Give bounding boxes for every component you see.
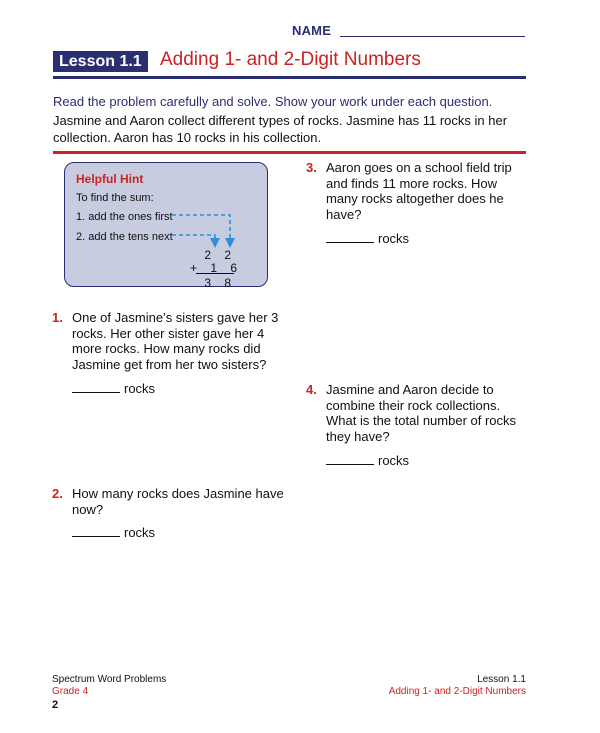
hint-line: To find the sum: <box>76 192 154 204</box>
question-3-answer <box>326 231 409 246</box>
question-2-answer <box>72 525 155 540</box>
footer-book-title: Spectrum Word Problems <box>52 674 167 685</box>
lesson-badge: Lesson 1.1 <box>53 51 148 72</box>
question-1-number: 1. <box>52 310 63 325</box>
question-4-number: 4. <box>306 382 317 397</box>
hint-step-tens: 2. add the tens next <box>76 231 173 243</box>
question-1-answer-blank[interactable] <box>72 392 120 393</box>
question-3-answer-blank[interactable] <box>326 242 374 243</box>
question-4-unit: rocks <box>378 453 410 468</box>
hint-arrows-icon <box>170 208 250 250</box>
hint-addend-2: + 1 6 <box>190 261 243 275</box>
question-1-answer <box>72 381 155 396</box>
question-3-number: 3. <box>306 160 317 175</box>
question-1-text: One of Jasmine’s sisters gave her 3 rocks. Her other sister gave her 4 more rocks. How many rocks did Jasmine get from her two sisters? <box>72 310 279 372</box>
hint-sum-rule <box>196 273 234 274</box>
instructions: Read the problem carefully and solve. Show your work under each question. <box>53 94 493 109</box>
question-4-answer <box>326 453 409 468</box>
lesson-title: Adding 1- and 2-Digit Numbers <box>160 49 421 70</box>
question-3-text: Aaron goes on a school field trip and finds 11 more rocks. How many rocks altogether does he have? <box>326 160 512 222</box>
footer-lesson: Lesson 1.1 <box>477 674 526 685</box>
hint-sum: 3 8 <box>204 276 236 290</box>
question-1-unit: rocks <box>124 381 156 396</box>
question-2-number: 2. <box>52 486 63 501</box>
name-label: NAME <box>292 23 332 38</box>
section-divider <box>53 151 526 154</box>
question-2-text: How many rocks does Jasmine have now? <box>72 486 284 517</box>
problem-intro: Jasmine and Aaron collect different types of rocks. Jasmine has 11 rocks in her collection. Aaron has 10 rocks in his collection. <box>53 113 508 145</box>
question-2-unit: rocks <box>124 525 156 540</box>
question-2-answer-blank[interactable] <box>72 536 120 537</box>
hint-addend-1: 2 2 <box>204 248 236 262</box>
name-field-line[interactable] <box>340 36 525 37</box>
hint-step-ones: 1. add the ones first <box>76 211 173 223</box>
footer-lesson-title: Adding 1- and 2-Digit Numbers <box>388 686 526 697</box>
question-4-text: Jasmine and Aaron decide to combine their rock collections. What is the total number of rocks they have? <box>326 382 517 444</box>
header-divider <box>53 76 526 79</box>
hint-title: Helpful Hint <box>76 172 144 186</box>
question-3-unit: rocks <box>378 231 410 246</box>
question-4-answer-blank[interactable] <box>326 464 374 465</box>
page-number: 2 <box>52 699 59 711</box>
footer-grade: Grade 4 <box>52 686 89 697</box>
